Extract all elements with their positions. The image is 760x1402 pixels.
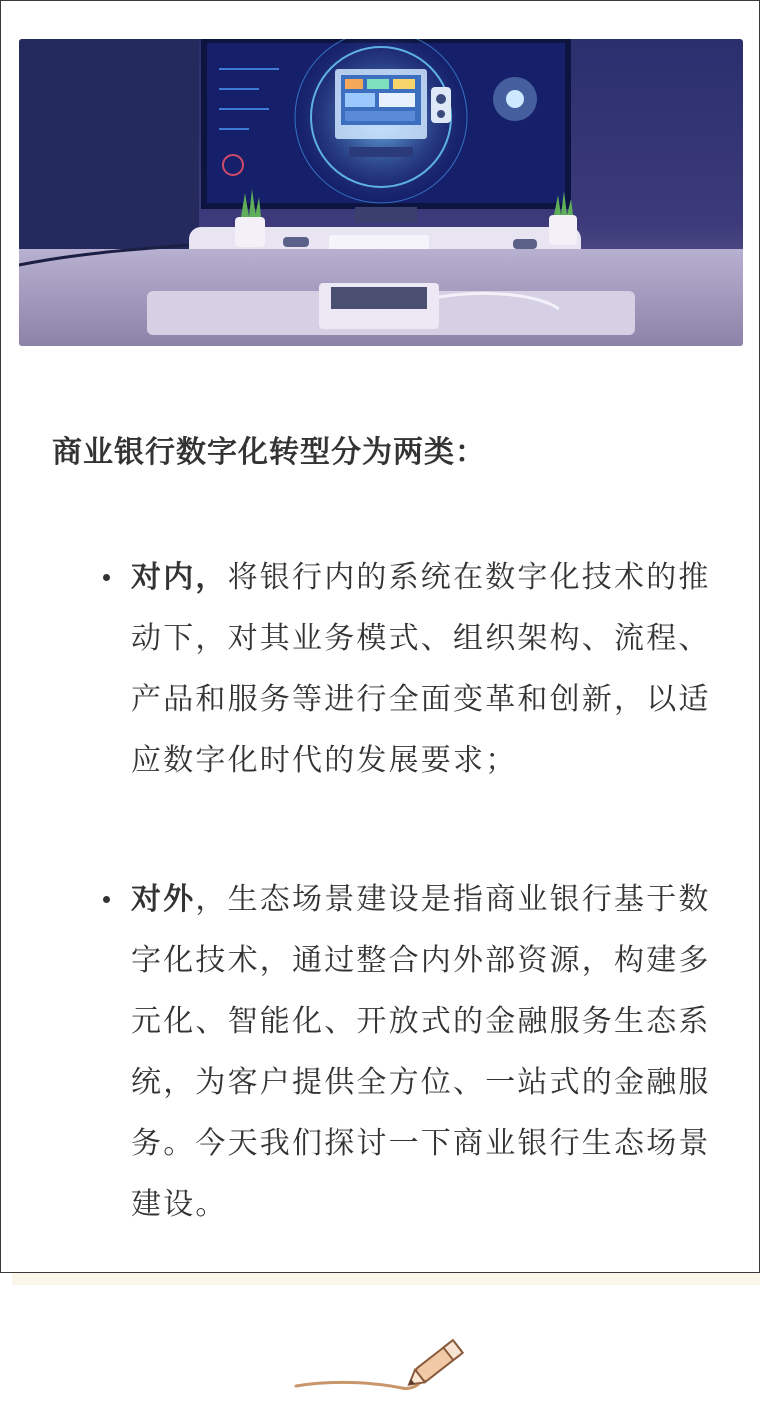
- bullet-dot-icon: [103, 896, 110, 903]
- section-heading: 商业银行数字化转型分为两类：: [52, 435, 486, 470]
- bullet-dot-icon: [103, 574, 110, 581]
- bullet-body: ，生态场景建设是指商业银行基于数字化技术，通过整合内外部资源，构建多元化、智能化、开放式的金融服务生态系统，为客户提供全方位、一站式的金融服务。今天我们探讨一下商业银行生态场景建设。: [131, 882, 711, 1222]
- bullet-lead: 对外: [131, 882, 196, 917]
- bullet-paragraph: [131, 547, 711, 791]
- card-shadow-strip: [12, 1273, 760, 1285]
- bullet-body: 将银行内的系统在数字化技术的推动下，对其业务模式、组织架构、流程、产品和服务等进行全面变革和创新，以适应数字化时代的发展要求；: [131, 560, 711, 778]
- bullet-lead: 对内，: [131, 560, 228, 595]
- bullet-paragraph: [131, 869, 711, 1235]
- banner-image: [19, 39, 743, 346]
- pencil-divider-icon: [292, 1330, 472, 1398]
